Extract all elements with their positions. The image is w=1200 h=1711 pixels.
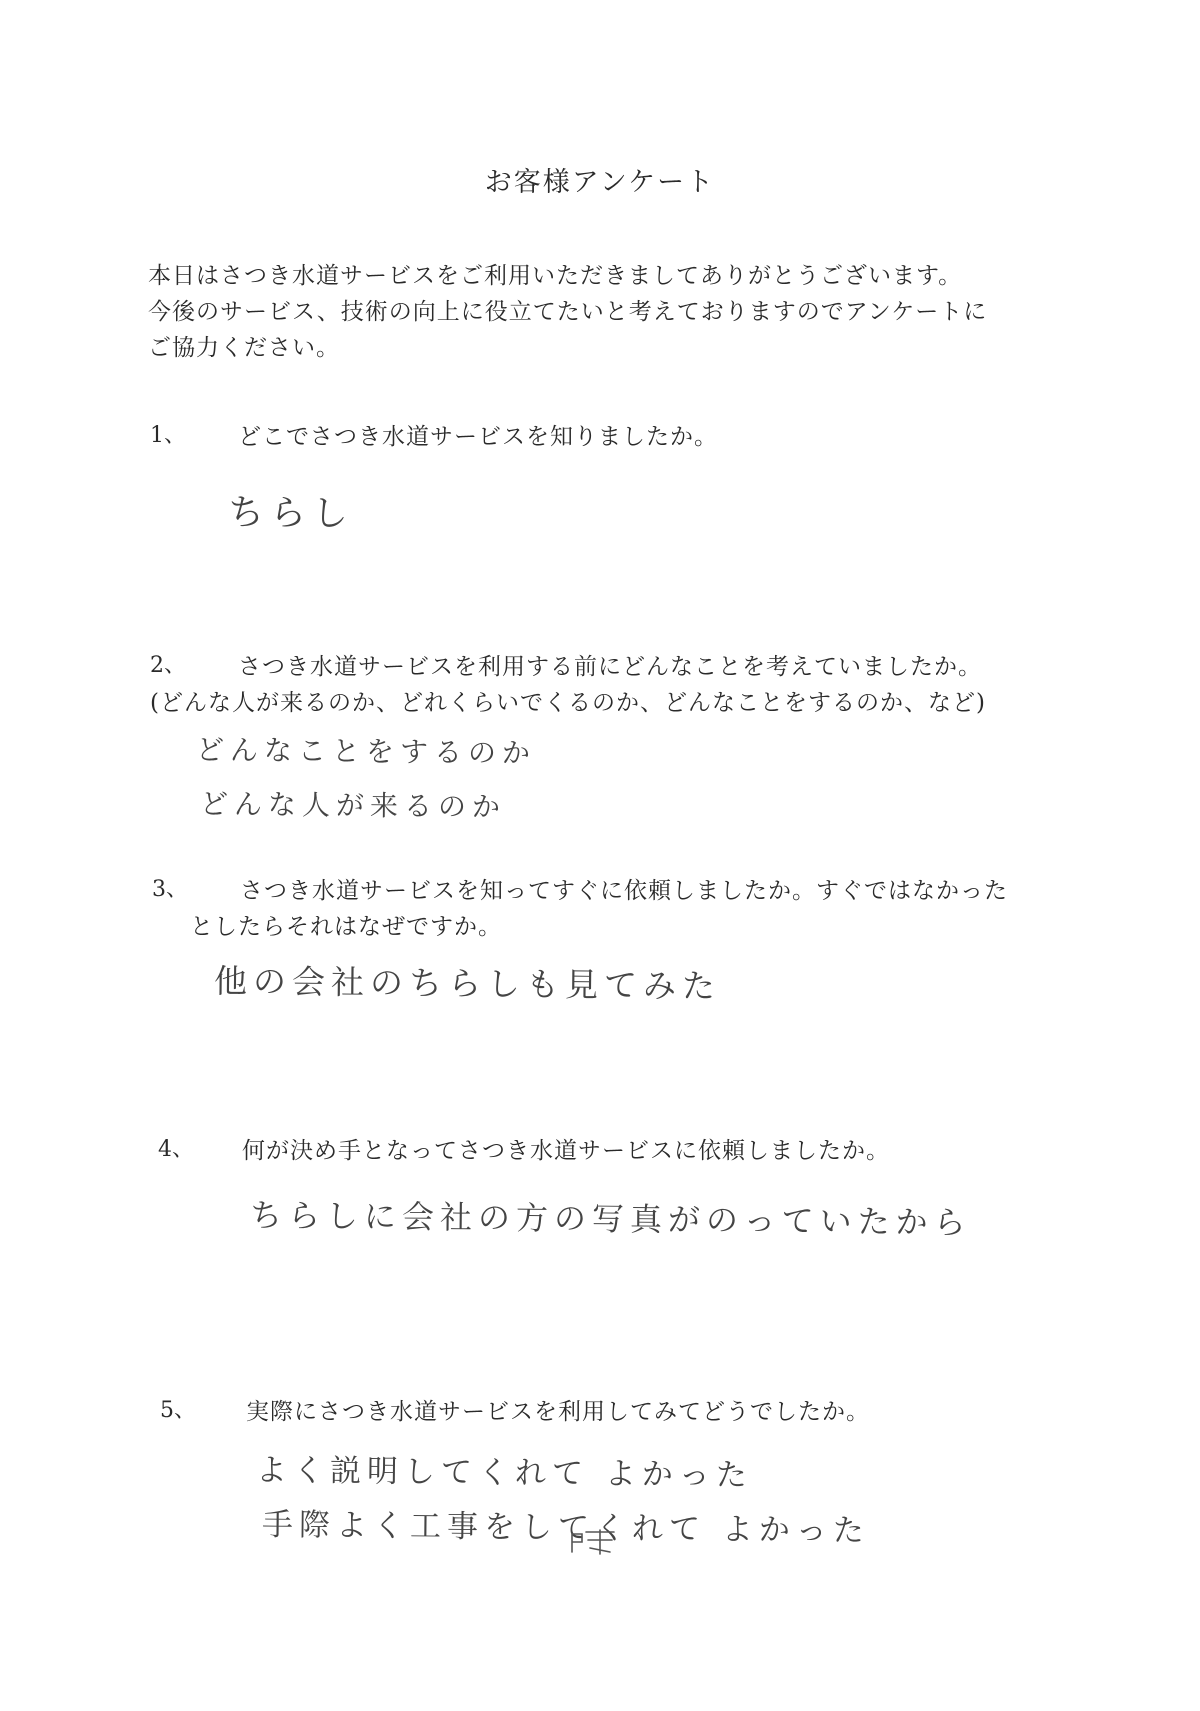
intro-line: 今後のサービス、技術の向上に役立てたいと考えておりますのでアンケートに bbox=[148, 299, 988, 325]
question-3-number: 3、 bbox=[152, 877, 188, 902]
answer-5-line-1: よく説明してくれて よかった bbox=[255, 1452, 753, 1494]
question-2-subtext: (どんな人が来るのか、どれくらいでくるのか、どんなことをするのか、など) bbox=[150, 690, 986, 716]
answer-5-line-2: 手際よく工事をしてくれて よかった bbox=[261, 1506, 870, 1550]
question-5-number: 5、 bbox=[160, 1398, 196, 1423]
question-3-text: さつき水道サービスを知ってすぐに依頼しましたか。すぐではなかった bbox=[240, 878, 1008, 904]
intro-line: ご協力ください。 bbox=[148, 335, 340, 361]
answer-4-line-1: ちらしに会社の方の写真がのっていたから bbox=[249, 1196, 972, 1242]
answer-1-line-1: ちらし bbox=[227, 492, 355, 535]
question-5-text: 実際にさつき水道サービスを利用してみてどうでしたか。 bbox=[246, 1399, 870, 1425]
question-1-text: どこでさつき水道サービスを知りましたか。 bbox=[238, 424, 718, 450]
answer-3-line-1: 他の会社のちらしも見てみた bbox=[213, 961, 722, 1006]
page-title: お客様アンケート bbox=[484, 167, 716, 198]
question-3-text-continued: としたらそれはなぜですか。 bbox=[190, 914, 502, 940]
question-2-text: さつき水道サービスを利用する前にどんなことを考えていましたか。 bbox=[238, 654, 982, 680]
answer-2-line-2: どんな人が来るのか bbox=[199, 787, 507, 824]
answer-2-line-1: どんなことをするのか bbox=[195, 733, 537, 770]
intro-line: 本日はさつき水道サービスをご利用いただきましてありがとうございます。 bbox=[148, 263, 963, 289]
question-4-number: 4、 bbox=[158, 1137, 194, 1162]
question-4-text: 何が決め手となってさつき水道サービスに依頼しましたか。 bbox=[242, 1138, 890, 1164]
intro-text bbox=[148, 258, 1078, 366]
handwritten-correction-mark bbox=[568, 1528, 618, 1556]
question-1-number: 1、 bbox=[150, 423, 186, 448]
question-2-number: 2、 bbox=[150, 653, 186, 678]
